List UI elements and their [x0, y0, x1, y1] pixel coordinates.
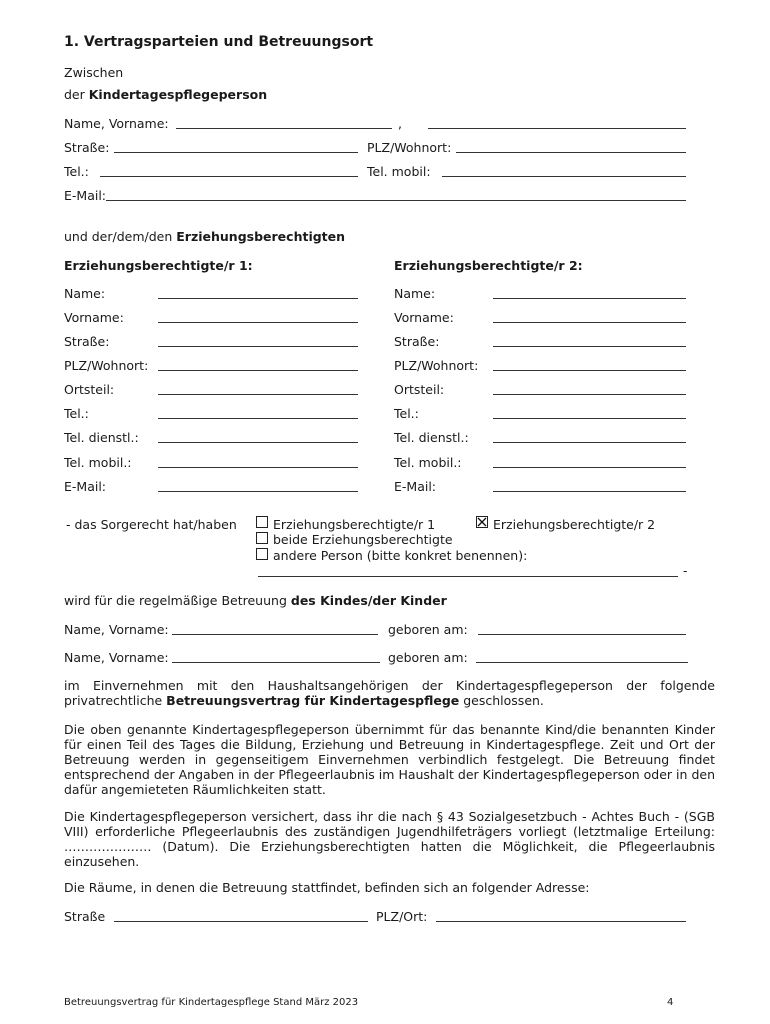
provider-name-comma: ,	[398, 116, 402, 131]
g1-label: Vorname:	[64, 310, 124, 325]
paragraph-premises: Die Räume, in denen die Betreuung stattfindet, befinden sich an folgender Adresse:	[64, 880, 590, 895]
g2-street-field[interactable]	[493, 346, 686, 347]
custody-option3-checkbox[interactable]	[256, 532, 268, 544]
guardians-intro	[64, 229, 345, 244]
child2-name-field[interactable]	[172, 662, 380, 663]
provider-plz-label: PLZ/Wohnort:	[367, 140, 452, 155]
custody-option4-label: andere Person (bitte konkret benennen):	[273, 548, 528, 563]
section-heading: 1. Vertragsparteien und Betreuungsort	[64, 34, 374, 50]
paragraph-agreement-suffix: geschlossen.	[459, 693, 544, 708]
g1-name-field[interactable]	[158, 298, 358, 299]
g1-tel-field[interactable]	[158, 418, 358, 419]
provider-mobile-field[interactable]	[442, 176, 686, 177]
paragraph-agreement	[64, 678, 715, 708]
g2-label: E-Mail:	[394, 479, 437, 494]
provider-name-label: Name, Vorname:	[64, 116, 169, 131]
custody-trailing-dash: -	[683, 563, 688, 578]
guardians-intro-bold: Erziehungsberechtigten	[176, 229, 346, 244]
g1-label: Tel. mobil.:	[64, 455, 132, 470]
g2-label: Name:	[394, 286, 436, 301]
footer-text: Betreuungsvertrag für Kindertagespflege Stand März 2023	[64, 997, 359, 1008]
child2-birthdate-field[interactable]	[476, 662, 688, 663]
g2-label: Tel.:	[394, 406, 419, 421]
g2-plz-field[interactable]	[493, 370, 686, 371]
paragraph-agreement-bold: Betreuungsvertrag für Kindertagespflege	[166, 693, 460, 708]
g2-ortsteil-field[interactable]	[493, 394, 686, 395]
guardian2-title: Erziehungsberechtigte/r 2:	[394, 258, 583, 273]
custody-option2-checkbox[interactable]	[476, 516, 488, 528]
g1-label: E-Mail:	[64, 479, 107, 494]
g2-label: Straße:	[394, 334, 440, 349]
provider-intro-bold: Kindertagespflegeperson	[88, 87, 268, 102]
provider-intro-prefix: der	[64, 87, 89, 102]
provider-email-label: E-Mail:	[64, 188, 107, 203]
g1-tel-work-field[interactable]	[158, 442, 358, 443]
g2-label: Ortsteil:	[394, 382, 445, 397]
g1-email-field[interactable]	[158, 491, 358, 492]
g2-tel-mobile-field[interactable]	[493, 467, 686, 468]
address-plz-label: PLZ/Ort:	[376, 909, 428, 924]
g1-label: Name:	[64, 286, 106, 301]
paragraph-permit: Die Kindertagespflegeperson versichert, dass ihr die nach § 43 Sozialgesetzbuch - Achtes Buch - (SGB VIII) erforderliche Pflegeerlaubnis des zuständigen Jugendhilfeträgers vorliegt (letztmalige Erteilung: ………………… (Datum). Die Erziehungsberechtigten hatten die Möglichkeit, die Pflegeerlaubnis einzusehen.	[64, 809, 715, 869]
g2-tel-work-field[interactable]	[493, 442, 686, 443]
provider-tel-label: Tel.:	[64, 164, 89, 179]
custody-label: - das Sorgerecht hat/haben	[66, 517, 237, 532]
g2-label: Vorname:	[394, 310, 454, 325]
g1-label: Ortsteil:	[64, 382, 115, 397]
provider-firstname-field[interactable]	[428, 128, 686, 129]
custody-option3-label: beide Erziehungsberechtigte	[273, 532, 453, 547]
g1-label: Straße:	[64, 334, 110, 349]
child1-birthdate-field[interactable]	[478, 634, 686, 635]
checkmark-x-icon	[477, 517, 487, 527]
provider-street-field[interactable]	[114, 152, 358, 153]
g1-label: Tel.:	[64, 406, 89, 421]
g1-plz-field[interactable]	[158, 370, 358, 371]
children-intro	[64, 593, 447, 608]
provider-email-field[interactable]	[106, 200, 686, 201]
page-number: 4	[667, 997, 674, 1008]
g2-label: PLZ/Wohnort:	[394, 358, 479, 373]
custody-other-person-field[interactable]	[258, 576, 678, 577]
provider-plz-field[interactable]	[456, 152, 686, 153]
provider-tel-field[interactable]	[100, 176, 358, 177]
child1-born-label: geboren am:	[388, 622, 468, 637]
g2-label: Tel. mobil.:	[394, 455, 462, 470]
custody-option2-label: Erziehungsberechtigte/r 2	[493, 517, 656, 532]
provider-lastname-field[interactable]	[176, 128, 392, 129]
address-plz-field[interactable]	[436, 921, 686, 922]
g2-label: Tel. dienstl.:	[394, 430, 469, 445]
custody-option4-checkbox[interactable]	[256, 548, 268, 560]
paragraph-care-scope: Die oben genannte Kindertagespflegeperson übernimmt für das benannte Kind/die benannten Kinder für einen Teil des Tages die Bildung, Erziehung und Betreuung in Kindertagespflege. Zeit und Ort der Betreuung werden in gegenseitigem Einvernehmen verbindlich festgelegt. Die Betreuung findet entsprechend der Angaben in der Pflegeerlaubnis im Haushalt der Kindertagespflegeperson oder in den dafür angemieteten Räumlichkeiten statt.	[64, 722, 715, 797]
g2-vorname-field[interactable]	[493, 322, 686, 323]
child1-name-field[interactable]	[172, 634, 378, 635]
guardians-intro-prefix: und der/dem/den	[64, 229, 177, 244]
child1-name-label: Name, Vorname:	[64, 622, 169, 637]
g1-vorname-field[interactable]	[158, 322, 358, 323]
children-intro-bold: des Kindes/der Kinder	[290, 593, 447, 608]
g2-email-field[interactable]	[493, 491, 686, 492]
address-street-field[interactable]	[114, 921, 368, 922]
address-street-label: Straße	[64, 909, 106, 924]
g2-name-field[interactable]	[493, 298, 686, 299]
custody-option1-checkbox[interactable]	[256, 516, 268, 528]
g1-street-field[interactable]	[158, 346, 358, 347]
child2-born-label: geboren am:	[388, 650, 468, 665]
guardian1-title: Erziehungsberechtigte/r 1:	[64, 258, 253, 273]
children-intro-prefix: wird für die regelmäßige Betreuung	[64, 593, 291, 608]
provider-mobile-label: Tel. mobil:	[367, 164, 431, 179]
provider-intro	[64, 87, 267, 102]
paragraph-agreement-prefix: im Einvernehmen mit den Haushaltsangehörigen der Kindertagespflegeperson der folgende privatrechtliche	[64, 678, 715, 708]
provider-street-label: Straße:	[64, 140, 110, 155]
g1-label: PLZ/Wohnort:	[64, 358, 149, 373]
g1-tel-mobile-field[interactable]	[158, 467, 358, 468]
custody-option1-label: Erziehungsberechtigte/r 1	[273, 517, 436, 532]
zwischen-text: Zwischen	[64, 65, 124, 80]
g1-ortsteil-field[interactable]	[158, 394, 358, 395]
g1-label: Tel. dienstl.:	[64, 430, 139, 445]
child2-name-label: Name, Vorname:	[64, 650, 169, 665]
g2-tel-field[interactable]	[493, 418, 686, 419]
